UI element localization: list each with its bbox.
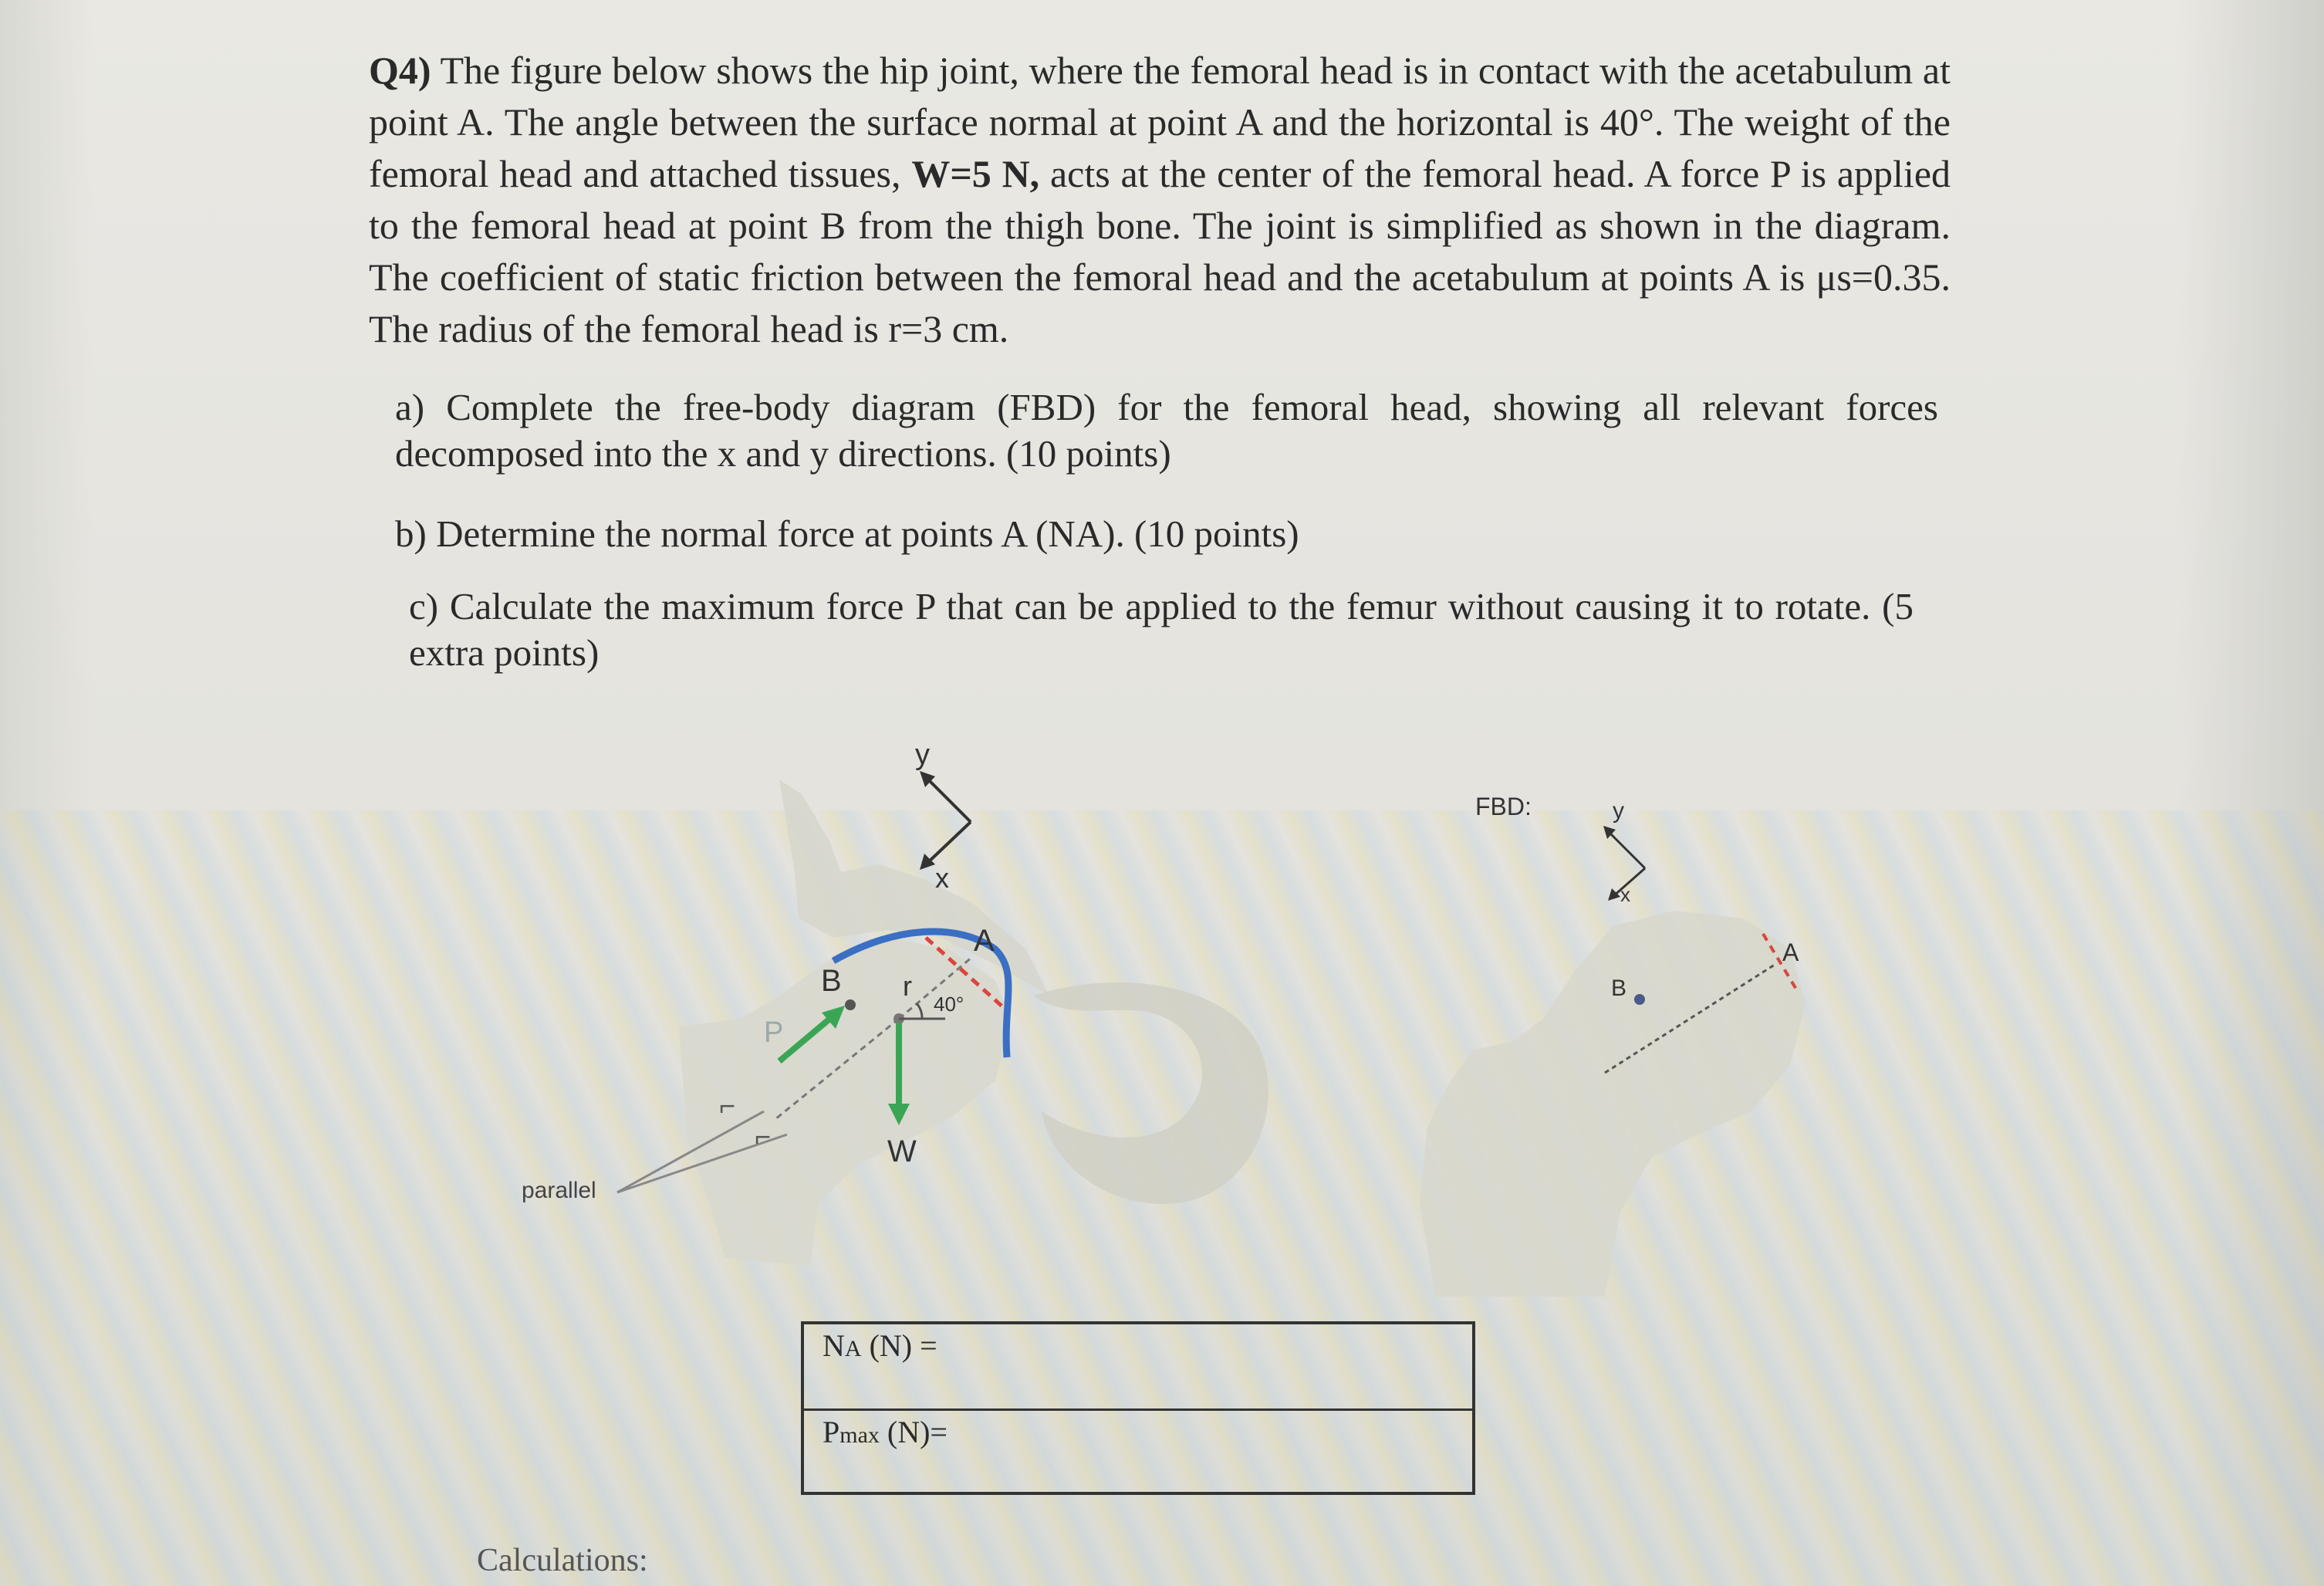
question-body-1: The figure below shows the hip joint, where the femoral head is in contact with the acetabulum at point A. The angle between the surface normal at point A and the horizontal is 40°. The weight of the femoral head and attached tissues, bbox=[369, 49, 1951, 195]
acetabulum-ring bbox=[1034, 982, 1268, 1204]
question-number: Q4) bbox=[369, 49, 431, 92]
axis-x-line bbox=[926, 822, 971, 864]
pmax-label-main: P bbox=[823, 1415, 840, 1449]
parallel-label: parallel bbox=[522, 1178, 596, 1203]
fbd-femur-bone bbox=[1420, 911, 1805, 1297]
fbd-point-b-label: B bbox=[1611, 976, 1627, 1001]
weight-value: W=5 N, bbox=[911, 152, 1040, 195]
part-c: c) Calculate the maximum force P that can be applied to the femur without causing it to rotate. (5 extra points) bbox=[409, 585, 1914, 674]
part-b: b) Determine the normal force at points A (NA). (10 points) bbox=[395, 512, 1299, 555]
perp-mark-2: ⌐ bbox=[755, 1121, 772, 1152]
radius-label: r bbox=[903, 970, 912, 1002]
answer-box bbox=[801, 1321, 1475, 1495]
pmax-label-sub: max bbox=[839, 1422, 880, 1448]
axis-y-line bbox=[924, 776, 971, 822]
point-b bbox=[845, 999, 856, 1010]
pmax-label-rest: (N)= bbox=[879, 1415, 948, 1449]
na-label-main: N bbox=[823, 1328, 845, 1363]
point-b-label: B bbox=[821, 964, 842, 998]
na-label-sub: A bbox=[844, 1336, 862, 1361]
point-a-label: A bbox=[974, 924, 995, 958]
perp-mark-1: ⌐ bbox=[719, 1090, 736, 1121]
fbd-title: FBD: bbox=[1475, 793, 1532, 820]
fbd-point-b bbox=[1634, 994, 1645, 1005]
calculations-label: Calculations: bbox=[477, 1543, 648, 1578]
fbd-axis-y-line bbox=[1606, 830, 1645, 868]
answer-na-field[interactable] bbox=[804, 1324, 1472, 1411]
fbd-point-a-label: A bbox=[1782, 938, 1799, 966]
question-body-2: acts at the center of the femoral head. A force P is applied to the femoral head at point B from the thigh bone. The joint is simplified as shown in the diagram. The coefficient of static friction between the femoral head and the acetabulum at points A is μs=0.35. The radius of the femoral head is r=3 cm. bbox=[369, 152, 1951, 350]
force-p-label: P bbox=[764, 1016, 784, 1049]
part-a: a) Complete the free-body diagram (FBD) for the femoral head, showing all relevant forces decomposed into the x and y directions. (10 points) bbox=[395, 386, 1938, 475]
answer-pmax-field[interactable] bbox=[804, 1411, 1472, 1497]
axis-x-label: x bbox=[935, 862, 949, 894]
angle-label: 40° bbox=[934, 993, 964, 1016]
na-label-rest: (N) = bbox=[861, 1328, 937, 1363]
force-w-label: W bbox=[887, 1135, 917, 1168]
fbd-axis-y-label: y bbox=[1613, 798, 1624, 823]
axis-y-label: y bbox=[915, 739, 930, 771]
fbd-axis-x-label: x bbox=[1620, 883, 1630, 906]
